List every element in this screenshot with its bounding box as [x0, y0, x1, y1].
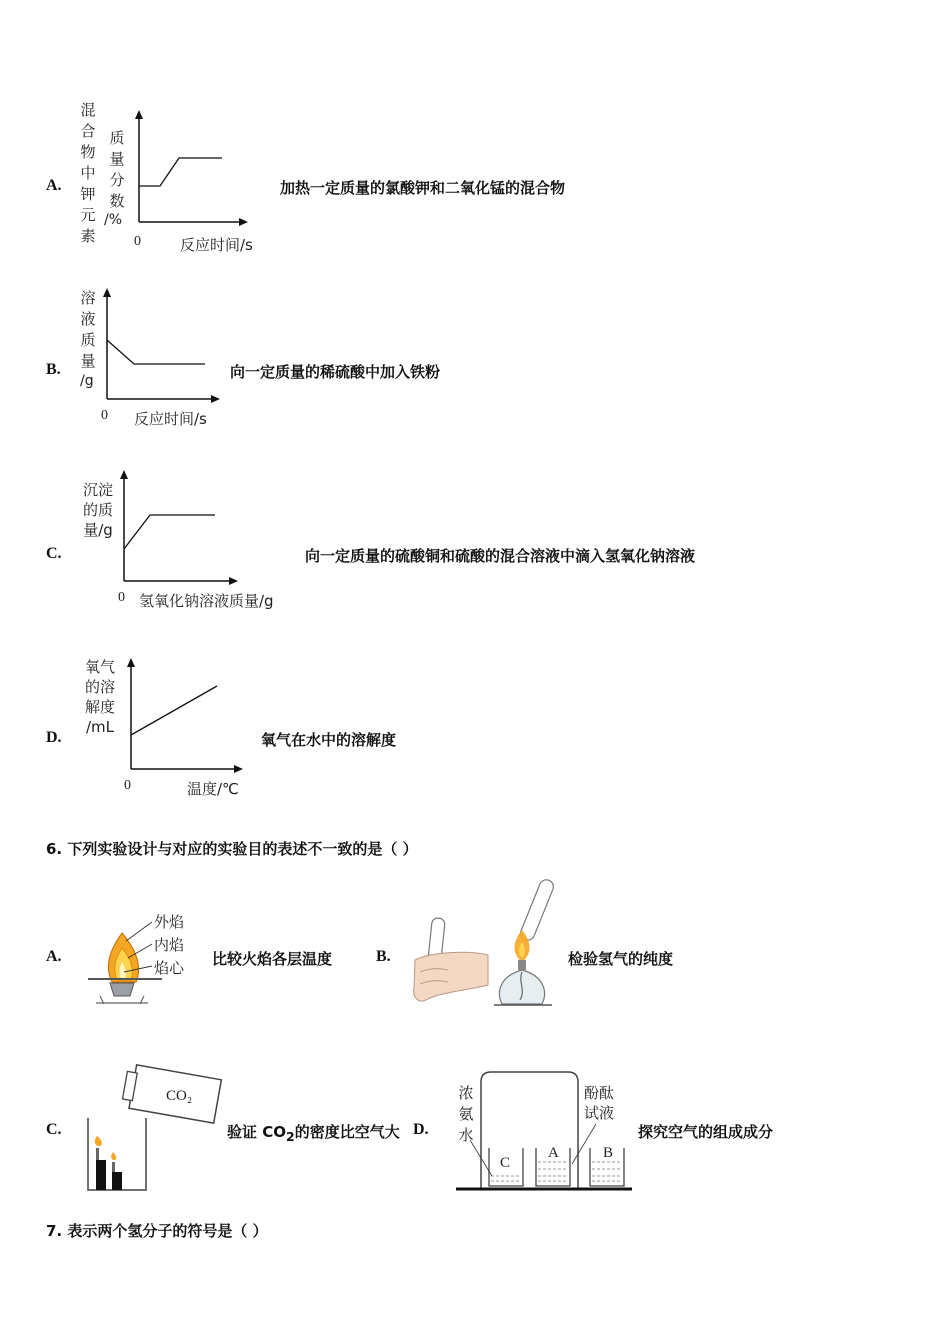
option-description: 探究空气的组成成分 — [638, 1123, 774, 1141]
ylabel-char: 质 — [109, 129, 125, 147]
description-part: 验证 CO — [227, 1123, 286, 1141]
ylabel-char: 数 — [109, 192, 125, 210]
question-text: 下列实验设计与对应的实验目的表述不一致的是（ ） — [67, 840, 418, 858]
ylabel-char: 量 — [80, 352, 96, 370]
ylabel-line: 的溶 — [85, 678, 116, 696]
description-part: 的密度比空气大 — [294, 1123, 400, 1141]
ylabel-char: 物 — [80, 143, 96, 161]
x-axis-label: 反应时间/s — [180, 236, 253, 254]
option-letter: D. — [413, 1121, 429, 1138]
inner-flame-label: 内焰 — [154, 936, 185, 954]
label-char: 氨 — [458, 1105, 474, 1123]
ylabel-char: 合 — [80, 122, 96, 140]
outer-flame-label: 外焰 — [154, 913, 185, 931]
flame-core-label: 焰心 — [154, 959, 185, 977]
y-axis-unit: /g — [80, 373, 94, 389]
question-number: 7. — [46, 1222, 63, 1240]
option-letter: B. — [46, 361, 61, 378]
x-axis-label: 温度/℃ — [187, 780, 239, 798]
ylabel-char: 中 — [80, 164, 96, 182]
ylabel-line: 氧气 — [85, 658, 116, 676]
ylabel-line: 的质 — [83, 501, 114, 519]
ylabel-char: 液 — [80, 310, 96, 328]
option-description: 氧气在水中的溶解度 — [261, 731, 397, 749]
ylabel-char: 素 — [80, 227, 96, 245]
beaker-a-label: A — [548, 1145, 559, 1161]
origin-label: 0 — [101, 408, 108, 423]
option-description: 比较火焰各层温度 — [212, 950, 333, 968]
option-description: 向一定质量的稀硫酸中加入铁粉 — [230, 363, 441, 381]
description-subscript: 2 — [285, 1129, 295, 1144]
y-axis-unit: /% — [104, 212, 123, 228]
ylabel-char: 元 — [80, 206, 96, 224]
ylabel-line: /mL — [85, 718, 115, 736]
option-letter: A. — [46, 948, 62, 965]
ylabel-line: 沉淀 — [83, 481, 114, 499]
option-description: 向一定质量的硫酸铜和硫酸的混合溶液中滴入氢氧化钠溶液 — [305, 547, 696, 565]
option-description: 检验氢气的纯度 — [568, 950, 674, 968]
origin-label: 0 — [124, 778, 131, 793]
option-letter: C. — [46, 1121, 62, 1138]
ylabel-char: 质 — [80, 331, 96, 349]
phenolphthalein-label — [584, 1083, 614, 1123]
origin-label: 0 — [134, 234, 141, 249]
label-char: 浓 — [458, 1084, 474, 1102]
option-letter: D. — [46, 729, 62, 746]
ylabel-char: 量 — [109, 150, 125, 168]
option-letter: B. — [376, 948, 391, 965]
beaker-b-label: B — [603, 1145, 614, 1161]
option-letter: C. — [46, 545, 62, 562]
x-axis-label: 氢氧化钠溶液质量/g — [139, 592, 274, 610]
label-char: 水 — [458, 1126, 474, 1144]
ylabel-line: 量/g — [83, 521, 113, 539]
ylabel-char: 分 — [109, 171, 125, 189]
label-line: 酚酞 — [584, 1084, 615, 1102]
option-letter: A. — [46, 177, 62, 194]
question-text: 表示两个氢分子的符号是（ ） — [67, 1222, 268, 1240]
label-line: 试液 — [584, 1104, 615, 1122]
beaker-c-label: C — [500, 1155, 511, 1171]
question-7-stem — [46, 1220, 268, 1241]
origin-label: 0 — [118, 590, 125, 605]
x-axis-label: 反应时间/s — [134, 410, 207, 428]
bottle-label: CO₂ — [166, 1088, 193, 1104]
ylabel-line: 解度 — [85, 698, 116, 716]
ylabel-char: 钾 — [80, 185, 96, 203]
question-number: 6. — [46, 840, 63, 858]
concentrated-ammonia-label — [457, 1083, 475, 1146]
option-description: 加热一定质量的氯酸钾和二氧化锰的混合物 — [280, 179, 566, 197]
ylabel-char: 混 — [80, 101, 96, 119]
ylabel-char: 溶 — [80, 289, 96, 307]
